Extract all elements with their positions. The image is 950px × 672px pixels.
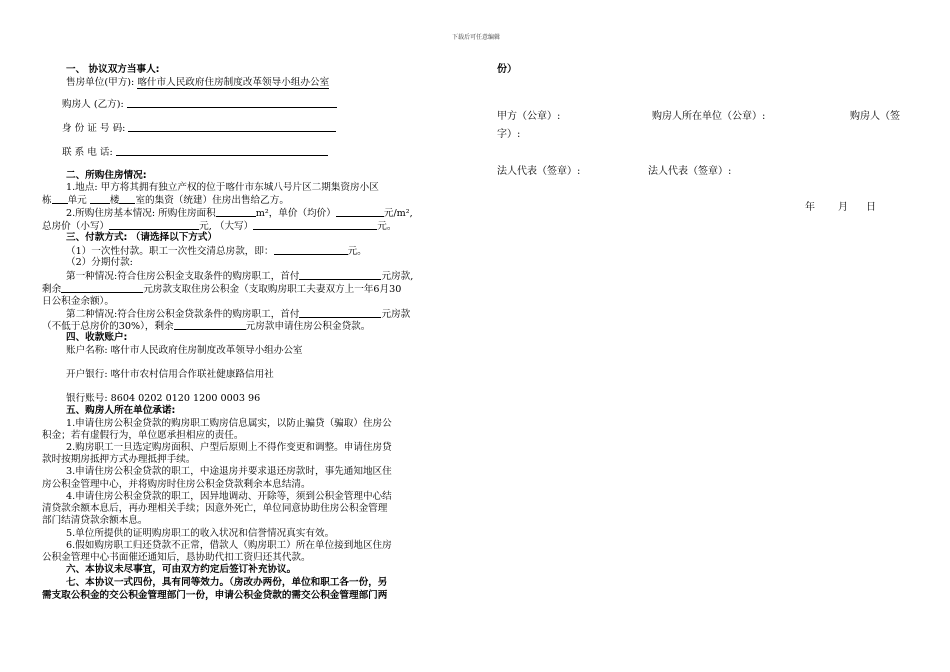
location-line-1: 1.地点: 甲方将其拥有独立产权的位于喀什市东城八号片区二期集资房小区 [66,182,379,193]
section-2-title: 二、所购住房情况: [66,170,147,181]
area-label: 2.所购住房基本情况: 所购住房面积 [66,208,216,219]
phone-label: 联 系 电 话: [62,147,113,158]
house-info-line-2 [42,220,396,233]
floor-label: 楼 [109,195,120,206]
buyer-signature-cont: 字）: [497,129,521,140]
promise-4-line-2: 清贷款余额本息后，再办理相关手续；因意外死亡，单位同意协助住房公积金管理 [42,503,388,514]
room-text: 室的集资（统建）住房出售给乙方。 [135,195,289,206]
page-header-note: 下载后可任意编辑 [452,34,501,41]
case-1-text-4: 元房款支取住房公积金（支取购房职工夫妻双方上一年6月30 [143,284,402,295]
case-1-line-2 [42,283,401,296]
bank-name: 开户银行: 喀什市农村信用合作联社健康路信用社 [66,369,274,380]
total-small-blank [109,220,199,230]
unit-blank [52,194,68,204]
floor-blank [90,194,110,204]
account-number: 银行账号: 8604 0202 0120 1200 0003 96 [66,393,261,404]
legal-rep-2: 法人代表（签章）: [648,166,732,177]
promise-3-line-1: 3.申请住房公积金贷款的职工，中途退房并要求退还房款时，事先通知地区住 [66,466,392,477]
seller-row [66,77,329,89]
promise-2-line-1: 2.购房职工一旦选定购房面积、户型后原则上不得作变更和调整。申请住房贷 [66,442,392,453]
case-1-rest-blank [61,283,143,293]
pay-option-2: （2）分期付款: [66,257,133,268]
pay-option-1 [66,245,367,258]
promise-5: 5.单位所提供的证明购房职工的收入状况和信誉情况真实有效。 [66,528,335,539]
case-2-text-1: 第二种情况:符合住房公积金贷款条件的购房职工，首付 [66,309,300,320]
promise-6-line-2: 公积金管理中心书面催还通知后，恳协助代扣工资归还其代款。 [42,552,311,563]
pay-option-1-blank [274,245,348,255]
case-2-text-3: （不低于总房价的30%），剩余 [42,321,174,332]
total-big-blank [253,220,377,230]
unit-price-unit: 元/m², [383,208,413,219]
case-1-text-3: 剩余 [42,284,62,295]
buyer-label: 购房人 (乙方): [62,99,124,110]
id-row [62,122,336,135]
total-big-label: 元, （大写） [199,221,254,232]
section-1-title: 一、 协议双方当事人: [66,64,160,75]
case-2-line-1 [66,308,410,321]
building-label: 栋 [42,195,52,206]
section-7-continuation: 份） [497,64,517,75]
case-1-text-2: 元房款, [381,271,414,282]
promise-2-line-2: 款时按期房抵押方式办理抵押手续。 [42,454,196,465]
pay-option-1-text: （1）一次性付款。职工一次性交清总房款，即： [66,246,274,257]
section-6: 六、本协议未尽事宜，可由双方约定后签订补充协议。 [66,564,297,575]
location-line-2 [42,194,289,207]
case-2-text-4: 元房款申请住房公积金贷款。 [245,321,371,332]
pay-option-1-unit: 元。 [347,246,367,257]
case-2-rest-blank [174,320,246,330]
buyer-signature: 购房人（签 [850,111,900,122]
id-blank [128,122,336,132]
buyer-blank [127,98,337,108]
promise-3-line-2: 房公积金管理中心，并将购房时住房公积金贷款剩余本息结清。 [42,479,311,490]
room-blank [119,194,135,204]
promise-1-line-1: 1.申请住房公积金贷款的购房职工购房信息属实，以防止骗贷（骗取）住房公 [66,418,392,429]
promise-6-line-1: 6.假如购房职工归还贷款不正常，借款人（购房职工）所在单位接到地区住房 [66,540,392,551]
case-1-line-3: 日公积金余额）。 [42,296,114,307]
case-1-down-blank [299,270,381,280]
account-name: 账户名称: 喀什市人民政府住房制度改革领导小组办公室 [66,345,303,356]
case-2-down-blank [299,308,381,318]
date-year: 年 [805,202,815,213]
case-1-text-1: 第一种情况:符合住房公积金支取条件的购房职工，首付 [66,271,300,282]
seller-label: 售房单位(甲方): [66,77,135,88]
section-4-title: 四、收款账户: [66,332,128,343]
section-7-line-1: 七、本协议一式四份，具有同等效力。（房改办两份，单位和职工各一份，另 [66,577,388,588]
case-2-text-2: 元房款 [381,309,411,320]
party-a-seal: 甲方（公章）: [497,111,561,122]
unit-price-label: m²，单价（均价） [255,208,336,219]
section-5-title: 五、购房人所在单位承诺: [66,405,176,416]
date-month: 月 [838,202,848,213]
seller-value: 喀什市人民政府住房制度改革领导小组办公室 [137,77,330,88]
phone-row [62,146,328,159]
total-big-unit: 元。 [377,221,397,232]
date-day: 日 [866,202,876,213]
buyer-row [62,98,337,111]
section-3-title: 三、付款方式: （请选择以下方式） [66,232,218,243]
total-small-label: 总房价（小写） [42,221,110,232]
unit-price-blank [336,207,384,217]
case-1-line-1 [66,270,413,283]
unit-label: 单元 [67,195,87,206]
phone-blank [116,146,328,156]
id-label: 身 份 证 号 码: [62,123,126,134]
promise-4-line-1: 4.申请住房公积金贷款的职工，因异地调动、开除等，须到公积金管理中心结 [66,491,392,502]
section-7-line-2: 需支取公积金的交公积金管理部门一份，申请公积金贷款的需交公积金管理部门两 [42,590,388,601]
promise-4-line-3: 部门结清贷款余额本息。 [42,515,148,526]
promise-1-line-2: 积金；若有虚假行为，单位愿承担相应的责任。 [42,430,244,441]
legal-rep-1: 法人代表（签章）: [497,166,581,177]
area-blank [216,207,256,217]
case-2-line-2 [42,320,370,333]
buyer-unit-seal: 购房人所在单位（公章）: [652,111,766,122]
house-info-line-1 [66,207,413,220]
